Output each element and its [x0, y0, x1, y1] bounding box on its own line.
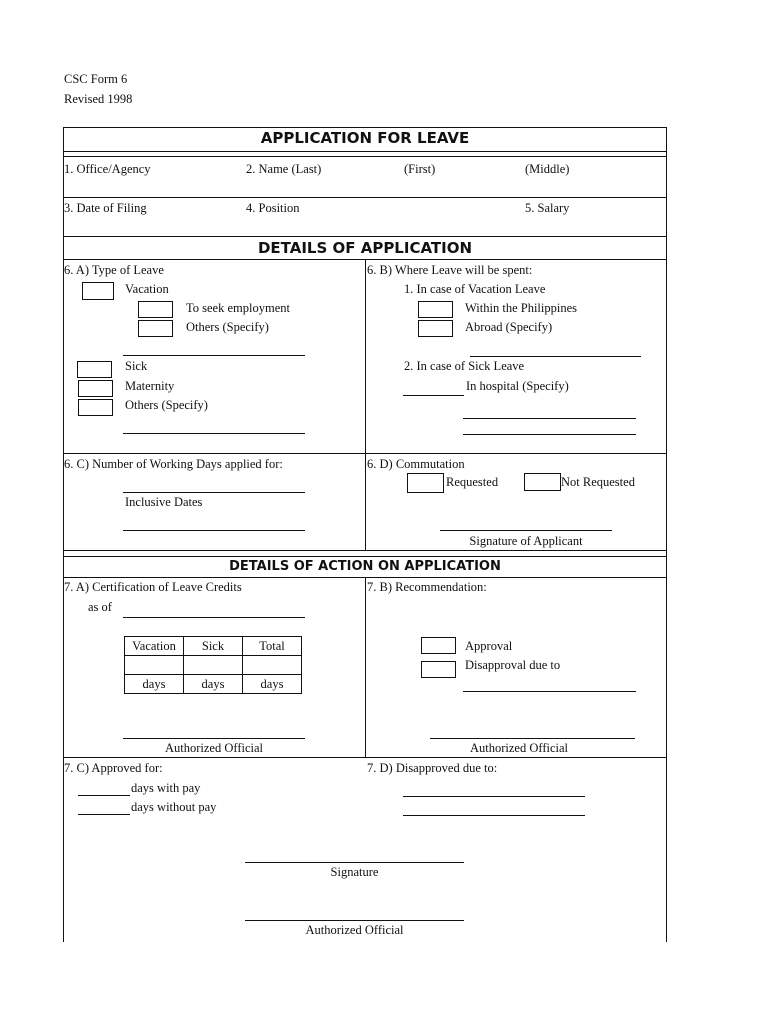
leave-credits-table: [124, 636, 302, 694]
vacation-credits-cell[interactable]: [125, 656, 184, 675]
final-official-line[interactable]: [245, 920, 464, 921]
office-agency-label: 1. Office/Agency: [64, 162, 151, 176]
days-without-pay-blank[interactable]: [78, 814, 130, 815]
disapproval-checkbox[interactable]: [421, 661, 456, 678]
certification-signature-line[interactable]: [123, 738, 305, 739]
disapproval-label: Disapproval due to: [465, 658, 561, 672]
approved-for-label: 7. C) Approved for:: [64, 761, 163, 775]
recommendation-official-label: Authorized Official: [470, 741, 568, 755]
others-checkbox[interactable]: [78, 399, 113, 416]
maternity-label: Maternity: [125, 379, 175, 393]
details-heading: DETAILS OF APPLICATION: [257, 239, 473, 257]
commutation-label: 6. D) Commutation: [367, 457, 465, 471]
approval-label: Approval: [465, 639, 513, 653]
as-of-label: as of: [88, 600, 112, 614]
others-specify-line[interactable]: [123, 433, 305, 434]
col-sick: Sick: [184, 637, 243, 656]
disapproved-reason-line-1[interactable]: [403, 796, 585, 797]
abroad-specify-line[interactable]: [470, 356, 641, 357]
vacation-checkbox[interactable]: [82, 282, 114, 300]
vacation-others-label: Others (Specify): [186, 320, 269, 334]
days-without-pay-label: days without pay: [131, 800, 217, 814]
recommendation-label: 7. B) Recommendation:: [367, 580, 487, 594]
abroad-checkbox[interactable]: [418, 320, 453, 337]
days-with-pay-blank[interactable]: [78, 795, 130, 796]
form-number: CSC Form 6: [64, 72, 128, 86]
certification-official-label: Authorized Official: [165, 741, 263, 755]
abroad-label: Abroad (Specify): [465, 320, 553, 334]
disapproved-label: 7. D) Disapproved due to:: [367, 761, 498, 775]
revision-date: Revised 1998: [64, 92, 133, 106]
certification-label: 7. A) Certification of Leave Credits: [64, 580, 242, 594]
name-last-label: 2. Name (Last): [246, 162, 322, 176]
vacation-case-label: 1. In case of Vacation Leave: [404, 282, 546, 296]
inclusive-dates-label: Inclusive Dates: [125, 495, 203, 509]
vacation-others-checkbox[interactable]: [138, 320, 173, 337]
final-signature-label: Signature: [330, 865, 379, 879]
others-label: Others (Specify): [125, 398, 208, 412]
within-philippines-checkbox[interactable]: [418, 301, 453, 318]
where-spent-label: 6. B) Where Leave will be spent:: [367, 263, 533, 277]
sick-label: Sick: [125, 359, 148, 373]
name-first-label: (First): [404, 162, 436, 176]
sick-checkbox[interactable]: [77, 361, 112, 378]
recommendation-signature-line[interactable]: [430, 738, 635, 739]
col-total: Total: [243, 637, 302, 656]
vacation-others-specify-line[interactable]: [123, 355, 305, 356]
maternity-checkbox[interactable]: [78, 380, 113, 397]
final-official-label: Authorized Official: [305, 923, 404, 937]
salary-label: 5. Salary: [525, 201, 570, 215]
seek-employment-label: To seek employment: [186, 301, 290, 315]
vacation-label: Vacation: [125, 282, 169, 296]
sick-case-label: 2. In case of Sick Leave: [404, 359, 525, 373]
requested-label: Requested: [446, 475, 499, 489]
disapproved-reason-line-2[interactable]: [403, 815, 585, 816]
sick-unit: days: [184, 675, 243, 694]
approval-checkbox[interactable]: [421, 637, 456, 654]
disapproval-reason-line[interactable]: [463, 691, 636, 692]
not-requested-label: Not Requested: [561, 475, 635, 489]
in-hospital-label: In hospital (Specify): [466, 379, 569, 393]
requested-checkbox[interactable]: [407, 473, 444, 493]
inclusive-dates-line[interactable]: [123, 530, 305, 531]
action-heading: DETAILS OF ACTION ON APPLICATION: [229, 559, 501, 574]
type-of-leave-label: 6. A) Type of Leave: [64, 263, 164, 277]
seek-employment-checkbox[interactable]: [138, 301, 173, 318]
date-of-filing-label: 3. Date of Filing: [64, 201, 147, 215]
sick-credits-cell[interactable]: [184, 656, 243, 675]
working-days-line[interactable]: [123, 492, 305, 493]
as-of-date-line[interactable]: [123, 617, 305, 618]
not-requested-checkbox[interactable]: [524, 473, 561, 491]
total-unit: days: [243, 675, 302, 694]
applicant-signature-line[interactable]: [440, 530, 612, 531]
final-signature-line[interactable]: [245, 862, 464, 863]
name-middle-label: (Middle): [525, 162, 570, 176]
position-label: 4. Position: [246, 201, 300, 215]
applicant-signature-label: Signature of Applicant: [469, 534, 583, 548]
working-days-label: 6. C) Number of Working Days applied for:: [64, 457, 283, 471]
within-philippines-label: Within the Philippines: [465, 301, 577, 315]
hospital-specify-line-1[interactable]: [463, 418, 636, 419]
col-vacation: Vacation: [125, 637, 184, 656]
vacation-unit: days: [125, 675, 184, 694]
in-hospital-blank[interactable]: [403, 395, 464, 396]
days-with-pay-label: days with pay: [131, 781, 201, 795]
hospital-specify-line-2[interactable]: [463, 434, 636, 435]
total-credits-cell[interactable]: [243, 656, 302, 675]
form-title: APPLICATION FOR LEAVE: [260, 129, 470, 147]
